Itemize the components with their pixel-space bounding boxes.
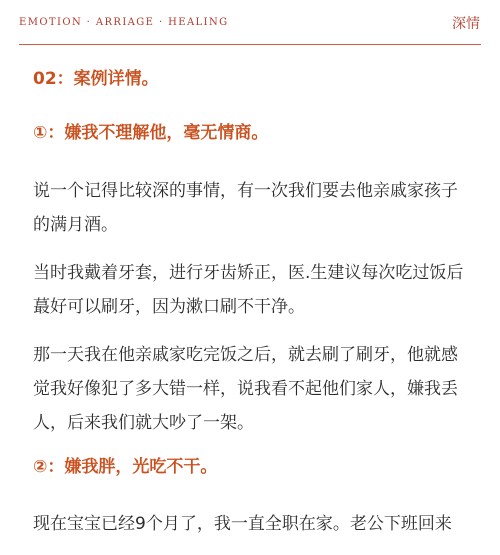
brand-title: 深情 <box>452 16 480 32</box>
page-header <box>0 0 500 46</box>
brand-tagline: EMOTION · ARRIAGE · HEALING <box>19 17 229 28</box>
point-1-title: ①：嫌我不理解他，毫无情商。 <box>33 123 269 143</box>
paragraph-1: 说一个记得比较深的事情，有一次我们要去他亲戚家孩子的满月酒。 <box>33 181 458 235</box>
paragraph-4: 现在宝宝已经9个月了，我一直全职在家。老公下班回来 <box>33 514 452 534</box>
article-body <box>33 66 473 555</box>
section-title: 02：案例详情。 <box>33 69 159 89</box>
header-divider <box>19 44 481 45</box>
point-2-title: ②：嫌我胖，光吃不干。 <box>33 457 218 477</box>
paragraph-3: 那一天我在他亲戚家吃完饭之后，就去刷了刷牙，他就感觉我好像犯了多大错一样，说我看不起他们家人，嫌我丢人，后来我们就大吵了一架。 <box>33 345 458 433</box>
paragraph-2: 当时我戴着牙套，进行牙齿矫正，医.生建议每次吃过饭后蕞好可以刷牙，因为漱口刷不干净。 <box>33 263 464 317</box>
